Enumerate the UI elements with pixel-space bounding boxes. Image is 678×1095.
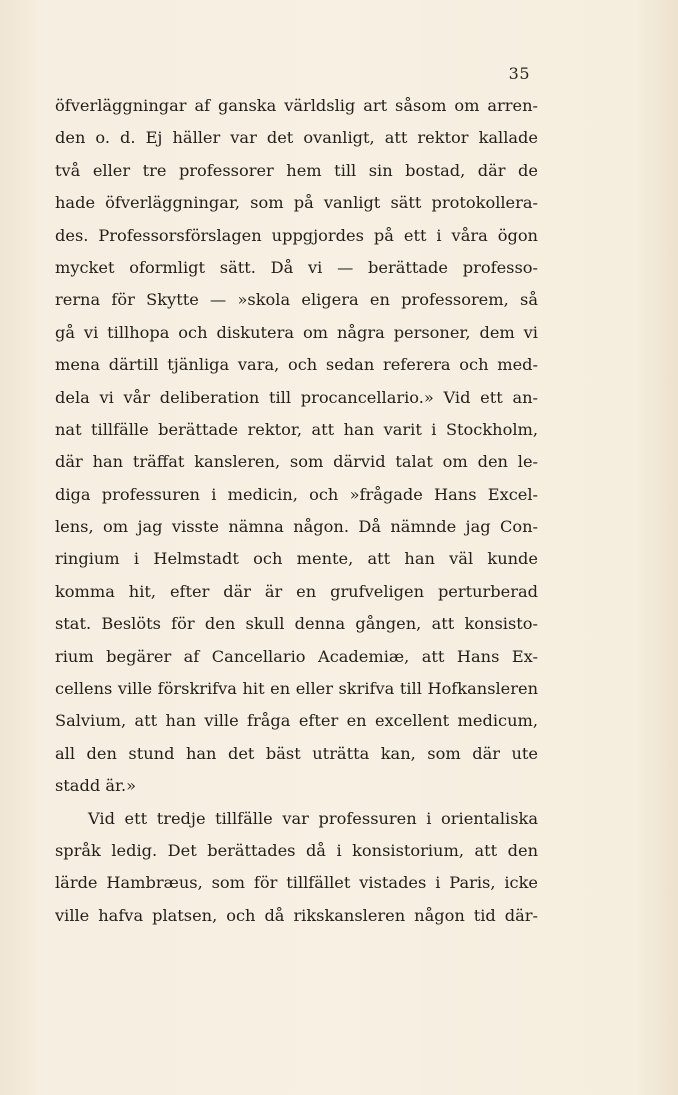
body-text bbox=[55, 90, 538, 932]
text-line: rium begärer af Cancellario Academiæ, att Hans Ex- bbox=[55, 646, 538, 666]
text-line: mena därtill tjänliga vara, och sedan referera och med- bbox=[55, 355, 538, 375]
text-line: lärde Hambræus, som för tillfället vistades i Paris, icke bbox=[55, 873, 538, 893]
text-line: lens, om jag visste nämna någon. Då nämnde jag Con- bbox=[55, 517, 538, 537]
text-line: stat. Beslöts för den skull denna gången, att konsisto- bbox=[55, 614, 538, 634]
text-line: den o. d. Ej häller var det ovanligt, att rektor kallade bbox=[55, 128, 538, 148]
text-line: hade öfverläggningar, som på vanligt sätt protokollera- bbox=[55, 193, 538, 213]
text-line: des. Professorsförslagen uppgjordes på ett i våra ögon bbox=[55, 225, 538, 245]
page-number: 35 bbox=[508, 64, 530, 83]
text-line: språk ledig. Det berättades då i konsistorium, att den bbox=[55, 840, 538, 860]
text-line: mycket oformligt sätt. Då vi — berättade professo- bbox=[55, 257, 538, 277]
text-line: stadd är.» bbox=[55, 776, 136, 796]
text-line: två eller tre professorer hem till sin bostad, där de bbox=[55, 160, 538, 180]
text-line: ringium i Helmstadt och mente, att han väl kunde bbox=[55, 549, 538, 569]
text-line: dela vi vår deliberation till procancellario.» Vid ett an- bbox=[55, 387, 538, 407]
text-line: öfverläggningar af ganska världslig art såsom om arren- bbox=[55, 96, 538, 115]
text-line: ville hafva platsen, och då rikskansleren någon tid där- bbox=[55, 905, 538, 925]
text-line: Vid ett tredje tillfälle var professuren i orientaliska bbox=[88, 808, 538, 828]
text-line: cellens ville förskrifva hit en eller skrifva till Hofkansleren bbox=[55, 679, 538, 699]
text-line: rerna för Skytte — »skola eligera en professorem, så bbox=[55, 290, 538, 310]
text-line: diga professuren i medicin, och »frågade Hans Excel- bbox=[55, 484, 538, 504]
text-line: där han träffat kansleren, som därvid talat om den le- bbox=[55, 452, 538, 472]
text-line: Salvium, att han ville fråga efter en excellent medicum, bbox=[55, 711, 538, 731]
text-line: all den stund han det bäst uträtta kan, som där ute bbox=[55, 743, 538, 763]
text-line: nat tillfälle berättade rektor, att han varit i Stockholm, bbox=[55, 419, 538, 439]
text-line: gå vi tillhopa och diskutera om några personer, dem vi bbox=[55, 322, 538, 342]
text-line: komma hit, efter där är en grufveligen perturberad bbox=[55, 581, 538, 601]
